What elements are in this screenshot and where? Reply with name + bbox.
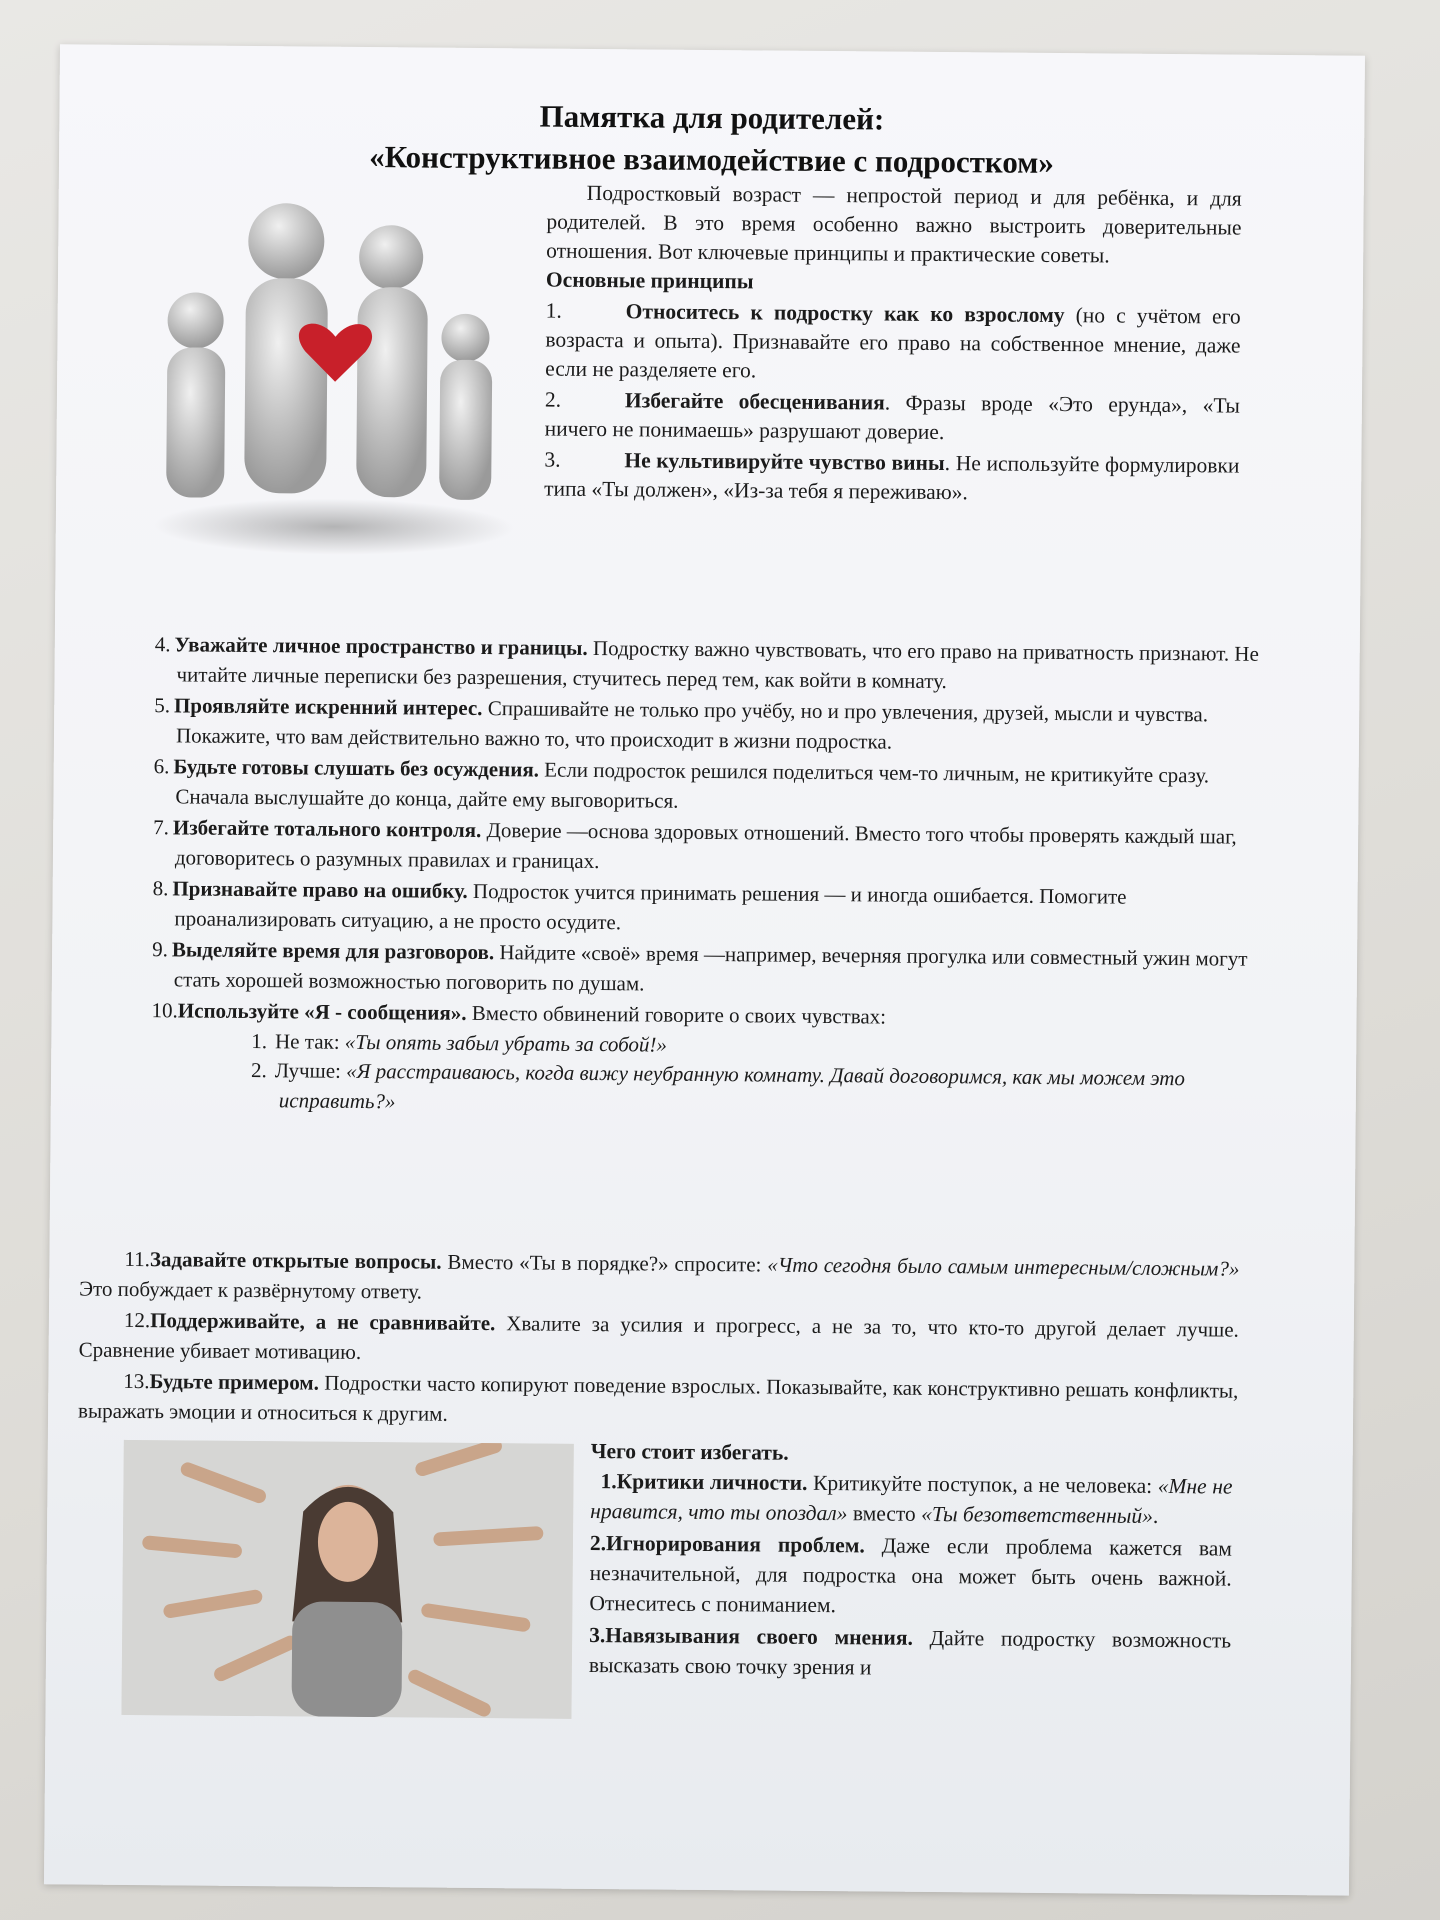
list-item (79, 1306, 1239, 1375)
intro-paragraph: Подростковый возраст — непростой период и для ребёнка, и для родителей. В это время особенно важно выстроить доверительные отношения. Вот ключевые принципы и практические советы. (546, 180, 1242, 268)
avoid-item (589, 1528, 1232, 1624)
principle-heading: Не культивируйте чувство вины (624, 448, 945, 476)
avoid-item (590, 1466, 1232, 1532)
avoid-heading: Чего стоит избегать. (590, 1438, 789, 1465)
list-item (152, 874, 1282, 943)
list-item-heading: Будьте готовы слушать без осуждения. (173, 754, 540, 782)
list-item-text: Подростки часто копируют поведение взрослых. Показывайте, как конструктивно решать конфликты, выражать эмоции и относиться к другим. (78, 1370, 1239, 1426)
list-item-heading: Признавайте право на ошибку. (172, 876, 468, 903)
list-item-heading: Избегайте тотального контроля. (172, 815, 482, 843)
list-item-text: Вместо обвинений говорите о своих чувствах: (466, 1000, 887, 1029)
list-item (78, 1367, 1238, 1436)
list-item-text: Если подросток решился поделиться чем-то личным, не критикуйте сразу. Сначала выслушайте до конца, дайте ему выговориться. (175, 757, 1210, 813)
avoid-item-text-end: . (1152, 1503, 1159, 1528)
principles-heading: Основные принципы (545, 267, 754, 294)
list-item (154, 630, 1284, 699)
principle-number: 3. (544, 447, 561, 472)
list-item-number: 8. (152, 876, 169, 901)
principles-list (544, 297, 1241, 510)
list-item (153, 813, 1283, 882)
avoid-item-text: Даже если проблема кажется вам незначительной, для подростка она может быть очень важной. Отнеситесь с пониманием. (589, 1533, 1233, 1618)
family-illustration (144, 185, 527, 558)
avoid-item-number: 3. (589, 1622, 606, 1648)
list-item-number: 10. (151, 998, 178, 1023)
page-title-line-2: «Конструктивное взаимодействие с подростком» (369, 139, 1055, 180)
sub-item-quote: «Ты опять забыл убрать за собой!» (344, 1029, 668, 1057)
list-item-text: Подростку важно чувствовать, что его право на приватность признают. Не читайте личные переписки без разрешения, стучитесь перед тем, как войти в комнату. (176, 635, 1259, 693)
list-item-heading: Будьте примером. (149, 1369, 320, 1395)
principle-text: . Фразы вроде «Это ерунда», «Ты ничего не понимаешь» разрушают доверие. (544, 390, 1241, 445)
list-item-heading: Используйте «Я - сообщения». (177, 998, 467, 1025)
avoid-section (589, 1436, 1233, 1688)
list-item-number: 12. (123, 1307, 151, 1333)
avoid-item-text: Дайте подростку возможность высказать свою точку зрения и (588, 1625, 1232, 1680)
sub-item-number: 1. (251, 1028, 268, 1053)
principle-item (545, 297, 1241, 390)
list-item (153, 752, 1283, 821)
avoid-item-quote: «Мне не нравится, что ты опоздал» (590, 1473, 1233, 1526)
principle-text: . Не используйте формулировки типа «Ты должен», «Из-за тебя я переживаю». (544, 451, 1240, 505)
sub-list-item (179, 1055, 1281, 1124)
principle-heading: Относитесь к подростку как ко взрослому (625, 299, 1065, 328)
avoid-item-number: 2. (589, 1530, 607, 1556)
intro-block (544, 179, 1242, 512)
avoid-item-text: Критикуйте поступок, а не человека: (807, 1470, 1158, 1498)
list-item-number: 13. (123, 1368, 150, 1394)
list-item-number: 6. (153, 754, 170, 779)
principle-number: 1. (545, 298, 562, 323)
list-item-number: 9. (152, 937, 168, 962)
pointing-fingers-photo (121, 1440, 573, 1719)
list-item (152, 935, 1282, 1004)
list-item-heading: Выделяйте время для разговоров. (171, 937, 495, 965)
avoid-item-number: 1. (600, 1469, 617, 1494)
list-item-number: 4. (154, 632, 171, 657)
avoid-item-text-mid: вместо (847, 1501, 922, 1526)
sub-item-quote: «Я расстраиваюсь, когда вижу неубранную комнату. Давай договоримся, как мы можем это исправить?» (278, 1058, 1186, 1113)
page-title-line-1: Памятка для родителей: (539, 98, 885, 137)
list-item-number: 11. (124, 1246, 151, 1272)
list-item-text: Найдите «своё» время —например, вечерняя прогулка или совместный ужин могут стать хорошей возможностью поговорить по душам. (173, 940, 1248, 995)
tips-list (151, 630, 1285, 1124)
list-item-text: Вместо «Ты в порядке?» спросите: (441, 1249, 768, 1277)
list-item-heading: Задавайте открытые вопросы. (149, 1247, 442, 1274)
list-item-text-end: Это побуждает к развёрнутому ответу. (79, 1276, 423, 1304)
tips-list-tail (78, 1245, 1240, 1438)
list-item-text: Доверие —основа здоровых отношений. Вместо того чтобы проверять каждый шаг, договоритесь о разумных правилах и границах. (174, 818, 1237, 873)
list-item-number: 7. (153, 815, 170, 840)
avoid-item-heading: Навязывания своего мнения. (605, 1623, 913, 1650)
principle-item (544, 446, 1239, 510)
principle-number: 2. (544, 387, 562, 412)
list-item-quote: «Что сегодня было самым интересным/сложным?» (767, 1252, 1240, 1281)
avoid-item-quote: «Ты безответственный» (921, 1501, 1154, 1528)
list-item-text: Хвалите за усилия и прогресс, а не за то, что кто-то другой делает лучше. Сравнение убивает мотивацию. (78, 1311, 1239, 1364)
list-item-text: Спрашивайте не только про учёбу, но и про увлечения, друзей, мысли и чувства. Покажите, что вам действительно важно то, что происходит в жизни подростка. (175, 696, 1209, 754)
sub-item-label: Не так: (274, 1028, 345, 1054)
principle-item (545, 386, 1240, 450)
list-item-number: 5. (154, 693, 171, 718)
sub-item-label: Лучше: (274, 1058, 347, 1083)
avoid-item-heading: Игнорирования проблем. (605, 1531, 865, 1558)
list-item-heading: Уважайте личное пространство и границы. (174, 632, 588, 660)
list-item-heading: Проявляйте искренний интерес. (173, 693, 483, 721)
avoid-item-heading: Критики личности. (616, 1469, 808, 1495)
list-item (79, 1245, 1239, 1314)
avoid-item (589, 1620, 1231, 1686)
list-item-text: Подросток учится принимать решения — и иногда ошибается. Помогите проанализировать ситуацию, а не просто осудите. (174, 878, 1127, 934)
sub-item-number: 2. (250, 1058, 267, 1083)
document-sheet (44, 44, 1365, 1895)
principle-heading: Избегайте обесценивания (624, 388, 885, 415)
principle-text: (но с учётом его возраста и опыта). Признавайте его право на собственное мнение, даже если не разделяете его. (545, 303, 1241, 383)
list-item (154, 691, 1284, 760)
list-item-heading: Поддерживайте, а не сравнивайте. (150, 1308, 496, 1336)
